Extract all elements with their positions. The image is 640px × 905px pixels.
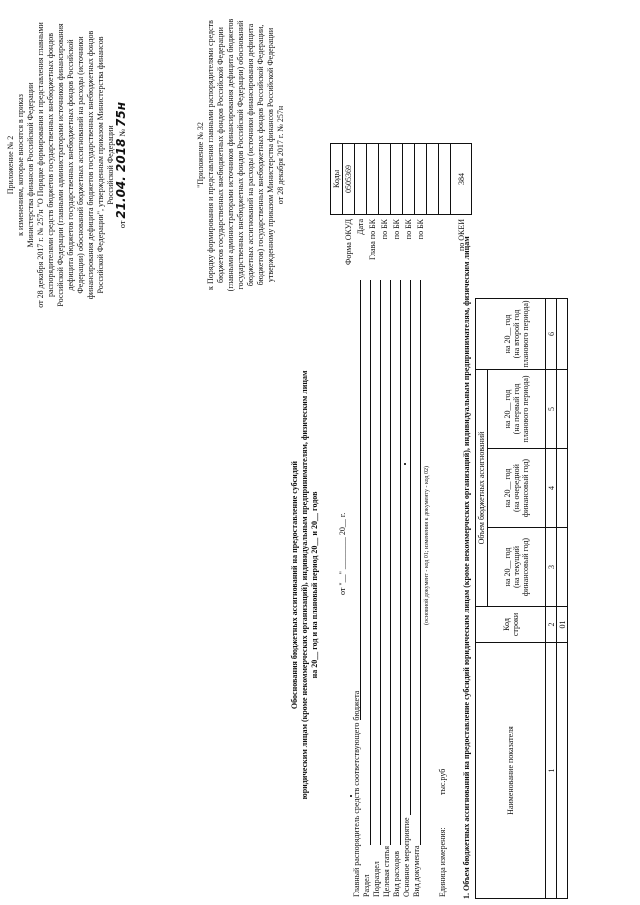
col-header-name: Наименование показателя <box>476 643 546 899</box>
okei-code: 384 <box>451 143 472 214</box>
main-table <box>475 298 568 899</box>
appendix-line: распорядителями средств бюджетов государственных внебюджетных фондов <box>46 32 55 298</box>
field-labels: Главный распорядитель средств соответствующего бюджета Раздел Подраздел Целевая статья Вид расходов Основное мероприятие Вид документа <box>352 690 421 897</box>
table-row <box>557 299 568 899</box>
handwritten-number: 75н <box>114 101 128 127</box>
appendix-header-block <box>6 15 130 315</box>
signature-date-line: от 21.04. 2018 № 75н <box>114 101 128 229</box>
appendix-line: Российской Федерации", утвержденным приказом Министерства финансов <box>96 36 105 294</box>
col-header-current: на 20__ год (на текущий финансовый год) <box>488 528 546 607</box>
field-underline <box>420 280 421 845</box>
column-number-row: 1 2 3 4 5 6 <box>546 299 557 899</box>
appendix-line: дефицита бюджетов государственных внебюджетных фондов Российской <box>66 39 75 291</box>
document-title: Обоснования бюджетных ассигнований на предоставление субсидий юридическим лицам (кроме некоммерческих организаций), индивидуальным предпринимателям, физическим лицам на 20__ год и на плановый период 20__ и 20__ годов <box>290 370 319 800</box>
section-heading: 1. Объем бюджетных ассигнований на предоставление субсидий юридическим лицам (кроме некоммерческих организаций), индивидуальным предпринимателям, физическим лицам <box>462 236 471 899</box>
appendix-line: Российской Федерации (главными администраторами источников финансирования <box>56 23 65 307</box>
col-header-code: Код строки <box>476 607 546 643</box>
appendix-line: Приложение № 2 <box>6 135 15 195</box>
appendix-line: финансирования дефицита бюджетов государственных внебюджетных фондов <box>86 30 95 300</box>
date-line: от "__" ________ 20__ г. <box>338 512 347 595</box>
field-underline <box>390 280 391 845</box>
doc-type-hint: (основной документ - код 01; изменения к документу - код 02) <box>424 466 430 625</box>
appendix-line: от 28 декабря 2017 г. № 257н "О Порядке формирования и представления главными <box>36 22 45 308</box>
field-underline <box>410 280 411 815</box>
codes-header: Коды <box>331 143 343 214</box>
okud-code: 0505369 <box>343 143 355 214</box>
col-header-plan1: на 20__ год (на первый год планового периода) <box>488 370 546 449</box>
scan-dot <box>350 795 352 797</box>
codes-block <box>330 143 472 265</box>
field-underline <box>360 280 361 720</box>
appendix-line: Министерства финансов Российской Федерации <box>26 82 35 248</box>
handwritten-date: 21.04. 2018 <box>114 138 128 219</box>
row-code: 01 <box>557 607 568 643</box>
field-underline <box>400 280 401 845</box>
scan-dot <box>404 463 406 465</box>
unit-label: Единица измерения: <box>438 827 447 897</box>
field-underline <box>380 280 381 845</box>
appendix-line: к изменениям, которые вносятся в приказ <box>16 94 25 236</box>
codes-table: Коды Форма ОКУД 0505369 Дата Глава по БК по БК по БК по БК по БК по ОКЕИ 384 <box>330 143 472 265</box>
appendix-line: Российской Федерации <box>106 125 115 205</box>
col-group-header: Объем бюджетных ассигнований <box>476 370 488 607</box>
field-underline <box>370 280 371 845</box>
col-header-next: на 20__ год (на очередной финансовый год) <box>488 449 546 528</box>
main-table-wrap <box>475 298 568 899</box>
col-header-plan2: на 20__ год (на второй год планового периода) <box>488 299 546 370</box>
unit-value: тыс.руб <box>438 768 447 795</box>
appendix-line: Федерации) обоснований бюджетных ассигнований на расходы (источники <box>76 36 85 294</box>
appendix-32-block: "Приложение № 32 к Порядку формирования и представления главными распорядителями средств бюджетов государственных внебюджетных фондов Российской Федерации (главными администраторами источников финансирования дефицита бюджетов государственных внебюджетных фондов Российской Федерации) обоснований бюджетных ассигнований на расходы (источники финансирования дефицита бюджетов) государственных внебюджетных фондов Российской Федерации, утвержденному приказом Министерства финансов Российской Федерации от 28 декабря 2017 г. № 257н <box>196 18 285 292</box>
